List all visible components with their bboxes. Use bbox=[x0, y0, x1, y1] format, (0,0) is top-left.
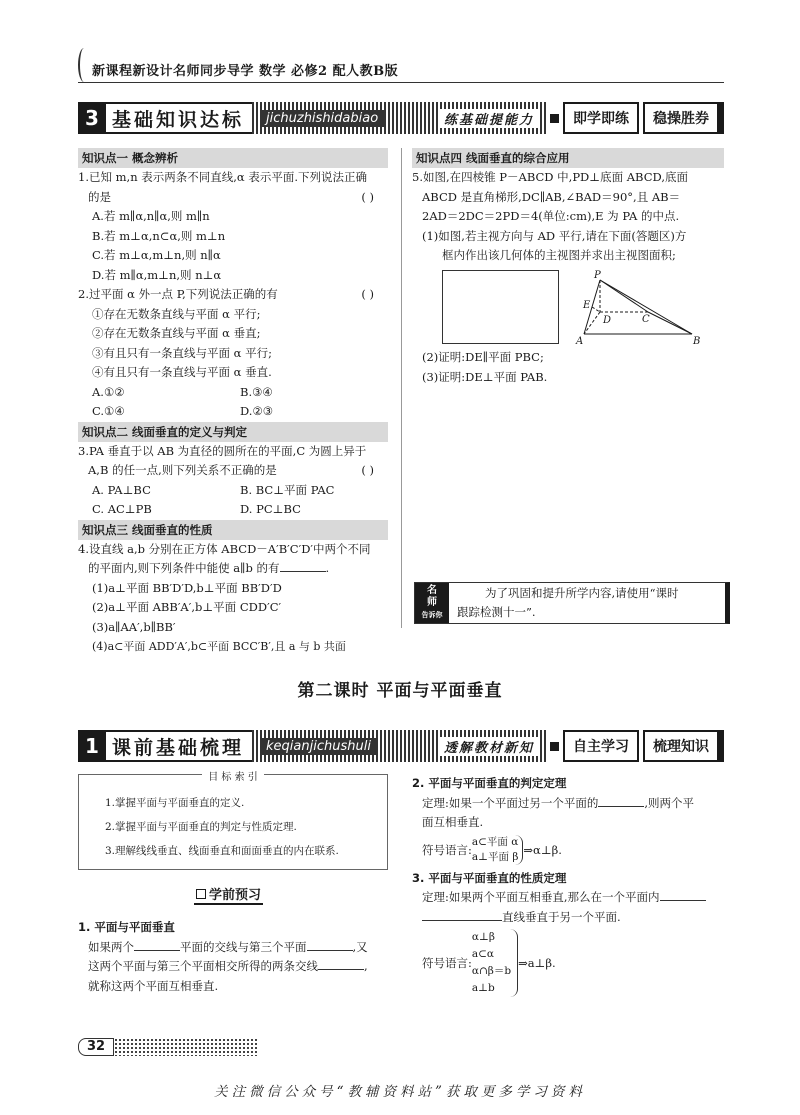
answer-blank[interactable] bbox=[307, 939, 353, 951]
book-title: 新课程新设计名师同步导学 数学 必修2 配人教B版 bbox=[92, 64, 399, 79]
goal-item: 1.掌握平面与平面垂直的定义. bbox=[105, 797, 245, 809]
answer-blank[interactable] bbox=[422, 909, 502, 921]
label-E: E bbox=[583, 300, 591, 311]
page-number: 32 bbox=[78, 1038, 114, 1056]
section-judgment-theorem: 2. 平面与平面垂直的判定定理 定理:如果一个平面过另一个平面的 ,则两个平 面互相垂直. 符号语言: a⊂平面 α a⊥平面 β ⇒α⊥β. 3. 平面与平面垂直的性质定理 定理:如果两个平面互相垂直,那么在一个平面内 直线垂直于另一个平面. 符号语言: α⊥β a⊂α α∩β＝b a⊥b ⇒a⊥β. bbox=[412, 774, 724, 997]
dot-pattern bbox=[114, 1038, 258, 1056]
answer-box[interactable] bbox=[442, 270, 559, 344]
answer-blank[interactable] bbox=[318, 958, 364, 970]
footer-note: 关注微信公众号“教辅资料站”获取更多学习资料 bbox=[214, 1084, 586, 1100]
banner-endbar bbox=[719, 102, 724, 134]
answer-blank[interactable] bbox=[660, 889, 706, 901]
header-curl-ornament bbox=[78, 48, 90, 82]
banner-number: 3 bbox=[78, 102, 106, 134]
label-A: A bbox=[576, 336, 584, 347]
question-5: 5.如图,在四棱锥 P－ABCD 中,PD⊥底面 ABCD,底面 ABCD 是直角梯形,DC∥AB,∠BAD＝90°,且 AB＝ 2AD＝2DC＝2PD＝4(单位:cm),E 为 PA 的中点. (1)如图,若主视方向与 AD 平行,请在下面(答题区)方 框内作出该几何体的主视图并求出主视图面积; bbox=[412, 170, 688, 262]
page-number-bar bbox=[78, 1038, 258, 1056]
chapter-title: 第二课时 平面与平面垂直 bbox=[297, 681, 503, 701]
question-1: 1.已知 m,n 表示两条不同直线,α 表示平面.下列说法正确 的是 ( ) A.若 m∥α,n∥α,则 m∥n B.若 m⊥α,n⊂α,则 m⊥n C.若 m⊥α,m⊥n,则 n∥α D.若 m∥α,m⊥n,则 n⊥α bbox=[78, 168, 388, 285]
knowledge-point-4: 知识点四 线面垂直的综合应用 bbox=[412, 148, 724, 168]
banner-number: 1 bbox=[78, 730, 106, 762]
option: A.若 m∥α,n∥α,则 m∥n bbox=[92, 209, 210, 223]
knowledge-point-3: 知识点三 线面垂直的性质 bbox=[78, 520, 388, 540]
option: C.若 m⊥α,m⊥n,则 n∥α bbox=[92, 248, 221, 262]
goal-item: 2.掌握平面与平面垂直的判定与性质定理. bbox=[105, 821, 297, 833]
banner-stripe bbox=[252, 102, 546, 134]
answer-blank[interactable] bbox=[134, 939, 180, 951]
banner-box-2: 稳操胜券 bbox=[643, 102, 719, 134]
question-5-parts: (2)证明:DE∥平面 PBC; (3)证明:DE⊥平面 PAB. bbox=[422, 350, 548, 384]
answer-blank bbox=[280, 560, 326, 572]
banner-title: 课前基础梳理 bbox=[106, 730, 252, 762]
column-divider bbox=[401, 148, 402, 628]
banner-pinyin: jichuzhishidabiao bbox=[260, 110, 384, 127]
question-3: 3.PA 垂直于以 AB 为直径的圆所在的平面,C 为圆上异于 A,B 的任一点,则下列关系不正确的是 ( ) A. PA⊥BC B. BC⊥平面 PAC C. AC⊥PB D. PC⊥BC bbox=[78, 443, 374, 516]
banner-square-icon bbox=[550, 114, 559, 123]
goals-box bbox=[78, 774, 388, 870]
banner-box-1: 自主学习 bbox=[563, 730, 639, 762]
banner-slogan: 练基础提能力 bbox=[440, 109, 538, 128]
section-banner-2 bbox=[78, 730, 724, 762]
label-B: B bbox=[693, 336, 701, 347]
section-plane-perpendicular: 1. 平面与平面垂直 如果两个 平面的交线与第三个平面 ,又 这两个平面与第三个平面相交所得的两条交线 , 就称这两个平面互相垂直. bbox=[78, 920, 368, 993]
right-column bbox=[412, 148, 724, 266]
knowledge-point-1: 知识点一 概念辨析 bbox=[78, 148, 388, 168]
teacher-badge-icon: 名 师 告诉你 bbox=[415, 583, 449, 623]
teacher-tip-box: 名 师 告诉你 为了巩固和提升所学内容,请使用“课时 跟踪检测十一”. bbox=[414, 582, 730, 624]
label-P: P bbox=[594, 270, 601, 281]
option: B.若 m⊥α,n⊂α,则 m⊥n bbox=[92, 228, 226, 243]
banner-slogan: 透解教材新知 bbox=[440, 737, 538, 756]
banner-stripe bbox=[252, 730, 546, 762]
header-rule bbox=[78, 82, 724, 83]
question-4: 4.设直线 a,b 分别在正方体 ABCD－A′B′C′D′中两个不同 的平面内,则下列条件中能使 a∥b 的有 . (1)a⊥平面 BB′D′D,b⊥平面 BB′D′D (2)a⊥平面 ABB′A′,b⊥平面 CDD′C′ (3)a∥AA′,b∥BB′ (4)a⊂平面 ADD′A′,b⊂平面 BCC′B′,且 a 与 b 共面 bbox=[78, 541, 371, 653]
banner-pinyin: keqianjichushuli bbox=[260, 738, 377, 755]
preview-square-icon bbox=[196, 889, 206, 899]
banner-box-1: 即学即练 bbox=[563, 102, 639, 134]
answer-blank[interactable] bbox=[598, 795, 644, 807]
label-C: C bbox=[642, 314, 650, 325]
option: D.若 m∥α,m⊥n,则 n⊥α bbox=[92, 267, 222, 282]
label-D: D bbox=[603, 315, 612, 326]
question-2: 2.过平面 α 外一点 P,下列说法正确的有 ( ) ①存在无数条直线与平面 α 平行; ②存在无数条直线与平面 α 垂直; ③有且只有一条直线与平面 α 平行; ④有且只有一条直线与平面 α 垂直. A.①② B.③④ C.①④ D.②③ bbox=[78, 287, 374, 418]
pyramid-figure bbox=[570, 268, 710, 350]
goals-title: 目 标 索 引 bbox=[202, 772, 264, 783]
knowledge-point-2: 知识点二 线面垂直的定义与判定 bbox=[78, 422, 388, 442]
banner-endbar bbox=[719, 730, 724, 762]
banner-square-icon bbox=[550, 742, 559, 751]
left-column bbox=[78, 148, 388, 657]
banner-box-2: 梳理知识 bbox=[643, 730, 719, 762]
preview-heading: 学前预习 bbox=[194, 884, 263, 905]
goal-item: 3.理解线线垂直、线面垂直和面面垂直的内在联系. bbox=[105, 845, 339, 857]
section-banner-1 bbox=[78, 102, 724, 134]
banner-title: 基础知识达标 bbox=[106, 102, 252, 134]
